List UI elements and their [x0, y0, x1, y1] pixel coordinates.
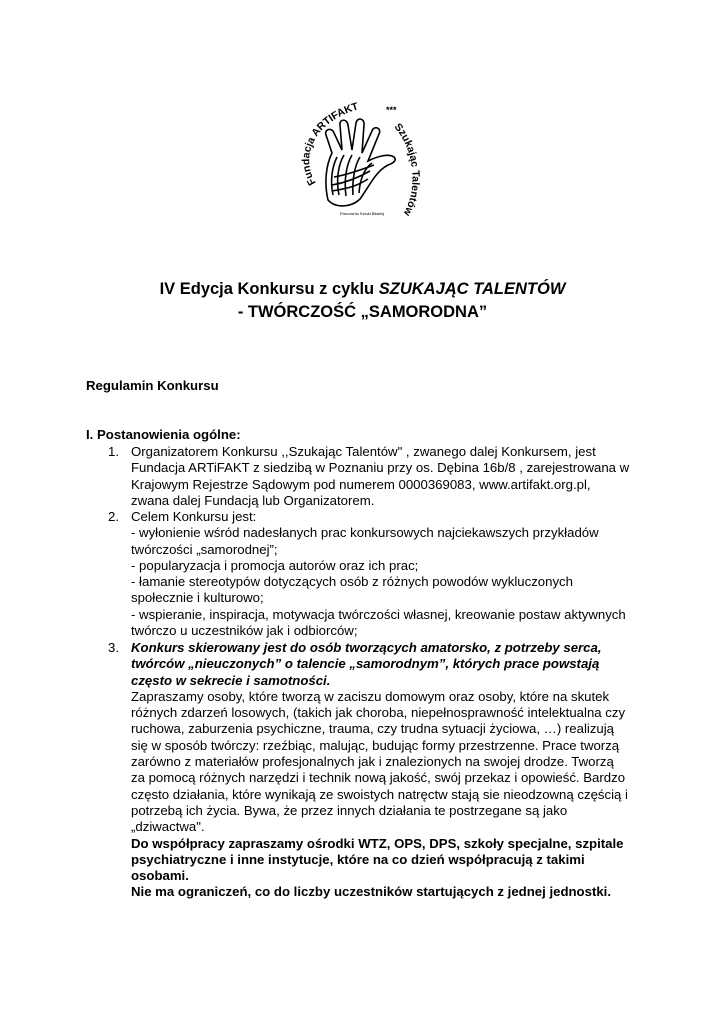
logo-stars: *** — [386, 105, 397, 115]
item-3-emphasis-line: twórców „nieuczonych” o talencie „samorodnym”, których prace powstają — [131, 656, 600, 672]
item-3-line: potrzebą ich życia. Bywa, że przez innych działania te postrzegane są jako — [131, 802, 568, 818]
item-2-line: - wyłonienie wśród nadesłanych prac konkursowych najciekawszych przykładów — [131, 525, 599, 541]
item-3-bold-line: osobami. — [131, 868, 189, 884]
item-1-line: zwana dalej Fundacją lub Organizatorem. — [131, 492, 375, 508]
title-prefix: IV Edycja Konkursu z cyklu — [159, 280, 379, 298]
item-1-number: 1. — [108, 444, 119, 459]
hand-icon — [326, 119, 395, 206]
item-1-line: Organizatorem Konkursu ,,Szukając Talentów" , zwanego dalej Konkursem, jest — [131, 444, 596, 459]
item-3-bold-line: Nie ma ograniczeń, co do liczby uczestników startujących z jednej jednostki. — [131, 884, 612, 900]
item-3 — [131, 640, 651, 901]
item-1-line: Krajowym Rejestrze Sądowym pod numerem 0000369083, www.artifakt.org.pl, — [131, 476, 591, 492]
item-3-line: się w sposób twórczy: rzeźbiąc, malując, budując formy przestrzenne. Prace tworzą — [131, 737, 620, 753]
item-3-line: różnych zdarzeń losowych, (takich jak choroba, niepełnosprawność intelektualna czy — [131, 705, 626, 721]
item-3-line: często działania, które wynikają ze swoistych natręctw stają sie nieodzowną częścią i — [131, 786, 628, 802]
item-2-number: 2. — [108, 509, 119, 524]
logo-text-fundacja: Fundacja ARTIFAKT — [300, 100, 360, 188]
item-2-line: społecznie i kulturowo; — [131, 590, 264, 606]
item-2 — [131, 509, 651, 639]
logo-small-text: Pracownia Sztuki Bliskiej — [340, 211, 385, 216]
item-3-line: za pomocą różnych narzędzi i technik nową jakość, swój przekaz i opowieść. Bardzo — [131, 770, 626, 786]
item-3-bold-line: psychiatryczne i inne instytucje, które na co dzień współpracują z takimi — [131, 851, 585, 867]
item-2-line: - łamanie stereotypów dotyczących osób z różnych powodów wykluczonych — [131, 574, 573, 590]
title-italic: SZUKAJĄC TALENTÓW — [378, 280, 566, 298]
item-3-line: ruchowa, zaburzenia psychiczne, trauma, czy trudna sytuacji życiowa, …) realizują — [131, 721, 615, 737]
item-2-line: - wspieranie, inspiracja, motywacja twórczości własnej, kreowanie postaw aktywnych — [131, 606, 626, 622]
item-2-line: twórczości „samorodnej”; — [131, 541, 278, 557]
item-3-line: „dziwactwa". — [131, 819, 205, 835]
section-heading: I. Postanowienia ogólne: — [86, 427, 241, 442]
item-2-line: - popularyzacja i promocja autorów oraz ich prac; — [131, 557, 419, 573]
document-subtitle: - TWÓRCZOŚĆ „SAMORODNA” — [237, 303, 488, 321]
item-3-line: Zapraszamy osoby, które tworzą w zaciszu domowym oraz osoby, które na skutek — [131, 688, 610, 704]
item-3-emphasis-line: Konkurs skierowany jest do osób tworzących amatorsko, z potrzeby serca, — [131, 640, 602, 655]
svg-text:Szukając Talentów — [392, 121, 422, 218]
item-1-line: Fundacja ARTiFAKT z siedzibą w Poznaniu przy os. Dębina 16b/8 , zarejestrowana w — [131, 460, 630, 476]
logo-text-szukajac: Szukając Talentów — [391, 121, 422, 218]
item-3-bold-line: Do współpracy zapraszamy ośrodki WTZ, OPS, DPS, szkoły specjalne, szpitale — [131, 835, 624, 851]
regulamin-heading: Regulamin Konkursu — [86, 378, 219, 393]
artifakt-logo — [276, 95, 436, 240]
item-3-number: 3. — [108, 640, 119, 655]
item-3-line: zarówno z materiałów profesjonalnych jak i znalezionych na swojej drodze. Tworzą — [131, 754, 614, 770]
item-3-emphasis-line: często w sekrecie i samotności. — [131, 672, 331, 688]
document-title — [0, 279, 725, 299]
item-2-line: Celem Konkursu jest: — [131, 509, 257, 524]
item-1 — [131, 444, 651, 509]
item-2-line: twórczo u uczestników jak i odbiorców; — [131, 623, 358, 639]
